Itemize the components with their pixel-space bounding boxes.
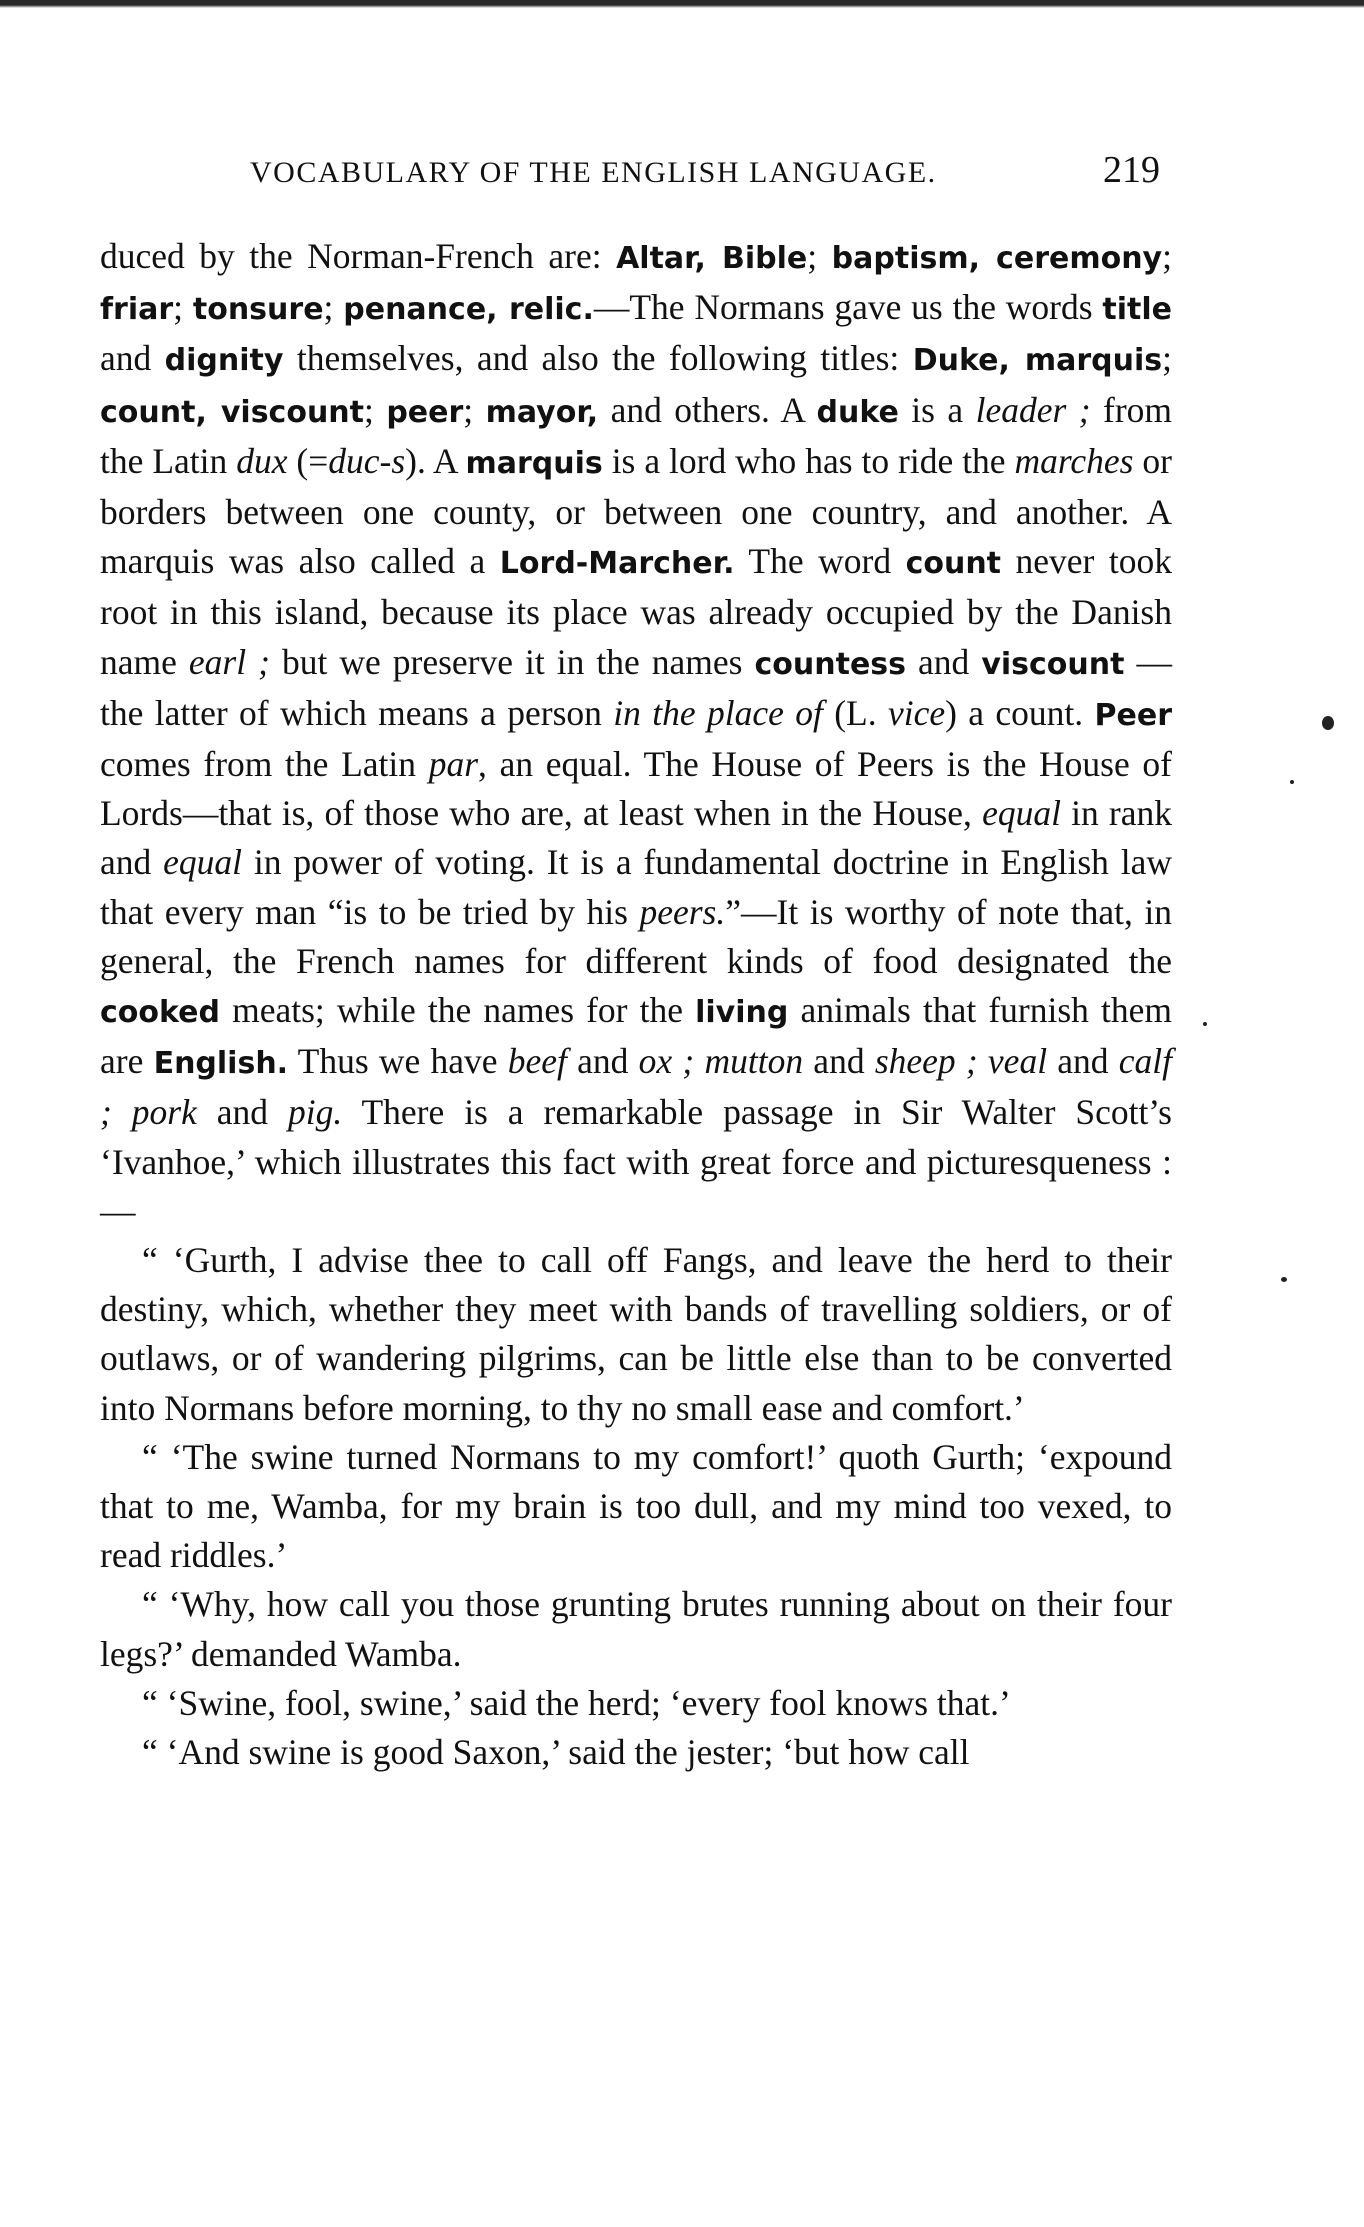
text-run: or borders between one county, or between one country, and another. A marquis was also called a (100, 440, 1173, 582)
text-run: comes from the Latin (100, 744, 429, 785)
text-run: never took root in this island, because its place was already occupied by the Danish name (100, 541, 1172, 682)
text-run: duced by the Norman-French are: (100, 236, 617, 276)
text-run: is a lord who has to ride the (602, 440, 1015, 481)
italic-term: sheep ; veal (874, 1041, 1048, 1082)
text-run: and others. A (598, 389, 817, 430)
bold-term: penance, relic. (343, 292, 594, 328)
bold-term: friar (100, 292, 174, 328)
text-run: ; (463, 389, 486, 430)
bold-term: cooked (100, 995, 220, 1031)
bold-term: peer (386, 394, 464, 430)
italic-term: peers. (639, 891, 726, 932)
quote-paragraph: “ ‘And swine is good Saxon,’ said the jester; ‘but how call (142, 1732, 970, 1773)
italic-term: equal (982, 793, 1061, 834)
bold-term: countess (754, 646, 907, 682)
text-run: , an equal. The House of Peers is the House of Lords—that is, of those who are, at least when in the House, (100, 744, 1172, 834)
bold-term: Duke, marquis (912, 343, 1163, 379)
text-run: ; (1162, 338, 1172, 379)
italic-term: beef (507, 1041, 567, 1082)
text-run: ; (1162, 236, 1172, 276)
page-body (100, 232, 1172, 1777)
text-run: meats; while the names for the (219, 990, 696, 1031)
margin-ink-speck (1281, 1277, 1287, 1282)
text-run: and (100, 338, 165, 379)
page-number: 219 (1103, 149, 1160, 191)
italic-term: ox ; mutton (638, 1041, 804, 1082)
text-run: themselves, and also the following titles: (283, 338, 913, 379)
quote-paragraph: “ ‘Gurth, I advise thee to call off Fangs, and leave the herd to their destiny, which, whether they meet with bands of travelling soldiers, or of outlaws, or of wandering pilgrims, can be little else than to be converted into Normans before morning, to thy no small ease and comfort.’ (100, 1240, 1172, 1428)
text-run: —the latter of which means a person (100, 641, 1173, 733)
bold-term: viscount (981, 646, 1125, 682)
bold-term: Altar, Bible (616, 241, 808, 276)
quote-paragraph: “ ‘Swine, fool, swine,’ said the herd; ‘every fool knows that.’ (142, 1682, 1011, 1723)
text-run: but we preserve it in the names (269, 641, 755, 682)
italic-term: par (428, 744, 479, 785)
italic-term: pig. (287, 1092, 343, 1133)
text-run: from the Latin (100, 389, 1173, 481)
text-run: The word (734, 541, 906, 582)
italic-term: vice (887, 692, 946, 733)
page-top-edge (0, 0, 1364, 8)
quote-paragraph: “ ‘Why, how call you those grunting brutes running about on their four legs?’ demanded Wamba. (100, 1584, 1172, 1674)
text-run: ) a count. (945, 692, 1095, 733)
italic-term: dux (236, 440, 288, 481)
italic-term: duc-s (328, 440, 406, 481)
bold-term: Peer (1094, 697, 1172, 733)
bold-term: baptism, ceremony (831, 241, 1163, 276)
bold-term: tonsure (192, 292, 324, 328)
text-run: ”—It is worthy of note that, in general, the French names for different kinds of food designated the (100, 891, 1172, 981)
bold-term: duke (816, 394, 899, 430)
italic-term: marches (1014, 440, 1134, 481)
text-run: and (1047, 1041, 1119, 1082)
text-run: in power of voting. It is a fundamental doctrine in English law that every man “is to be tried by his (100, 842, 1172, 932)
bold-term: mayor, (485, 394, 599, 430)
italic-term: earl ; (188, 641, 270, 682)
text-run: in rank and (100, 793, 1172, 883)
text-run: ). A (405, 440, 466, 481)
italic-term: equal (163, 842, 242, 883)
italic-term: leader ; (975, 389, 1091, 430)
bold-term: title (1102, 292, 1172, 328)
margin-ink-speck (1290, 780, 1294, 784)
quote-paragraph: “ ‘The swine turned Normans to my comfort!’ quoth Gurth; ‘expound that to me, Wamba, for my brain is too dull, and my mind too vexed, to read riddles.’ (100, 1436, 1172, 1576)
text-run: —The Normans gave us the words (593, 287, 1103, 328)
bold-term: English. (153, 1046, 289, 1082)
running-head: VOCABULARY OF THE ENGLISH LANGUAGE. (250, 156, 937, 189)
bold-term: Lord-Marcher. (499, 546, 735, 582)
body-paragraph (100, 232, 1172, 1236)
text-run: ; (364, 389, 387, 430)
bold-term: dignity (164, 343, 284, 379)
text-run: ; (173, 287, 193, 328)
text-run: and (196, 1092, 288, 1133)
text-run: There is a remarkable passage in Sir Walter Scott’s ‘Ivanhoe,’ which illustrates this fact with great force and picturesqueness :— (100, 1092, 1172, 1231)
margin-ink-speck (1322, 716, 1334, 730)
text-run: Thus we have (288, 1041, 508, 1082)
bold-term: marquis (465, 445, 603, 481)
text-run: ; (323, 287, 344, 328)
page-header (250, 148, 1160, 198)
text-run: (L. (822, 692, 888, 733)
text-run: and (566, 1041, 639, 1082)
text-run: and (906, 641, 982, 682)
italic-term: calf ; pork (100, 1041, 1173, 1133)
bold-term: count (905, 546, 1002, 582)
bold-term: living (695, 995, 789, 1031)
italic-term: in the place of (613, 692, 823, 733)
text-run: is a (898, 389, 976, 430)
text-run: and (803, 1041, 875, 1082)
text-run: ; (807, 236, 832, 276)
bold-term: count, viscount (100, 394, 364, 430)
margin-ink-speck (1203, 1022, 1207, 1026)
text-run: animals that furnish them are (100, 990, 1172, 1082)
text-run: (= (287, 440, 329, 481)
